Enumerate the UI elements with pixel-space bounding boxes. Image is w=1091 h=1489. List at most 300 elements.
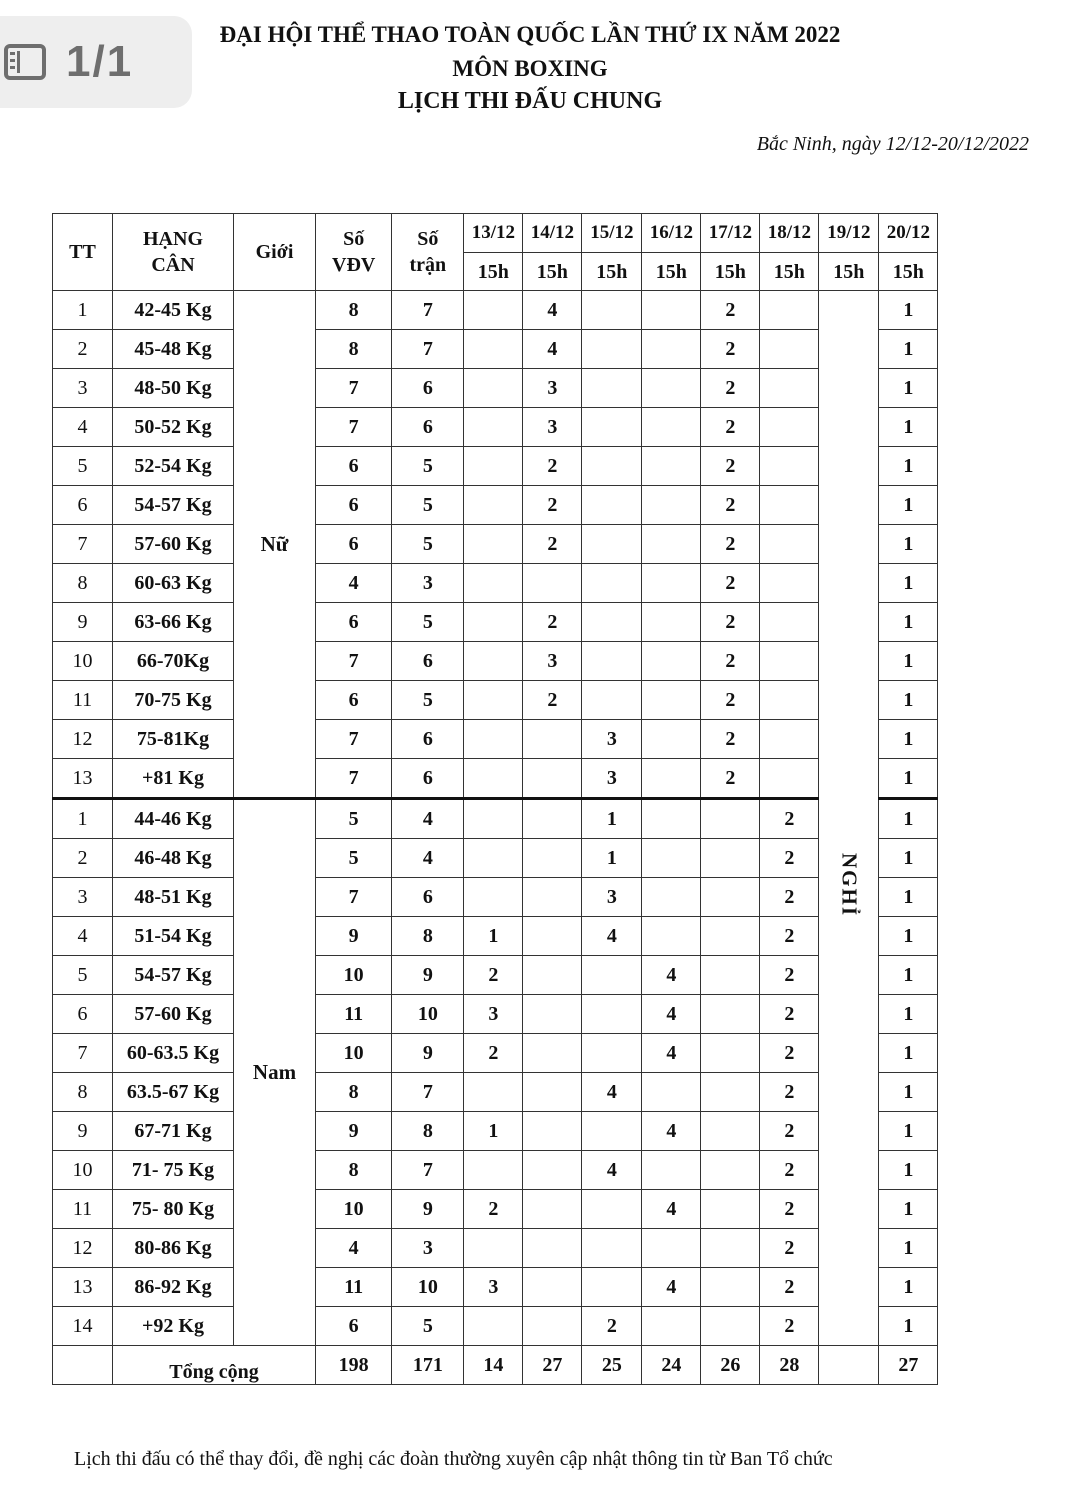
- cell-tt: 14: [53, 1307, 113, 1346]
- cell-weight-class: 71- 75 Kg: [113, 1151, 234, 1190]
- cell-tt: [53, 1346, 113, 1385]
- cell-matches: 2: [760, 799, 819, 839]
- header-time: 15h: [760, 253, 819, 291]
- cell-matches: 4: [582, 1151, 642, 1190]
- cell-matches: 1: [879, 1307, 938, 1346]
- cell-matches: [464, 1307, 523, 1346]
- cell-matches: 1: [879, 995, 938, 1034]
- cell-matches: 1: [879, 878, 938, 917]
- cell-matches: [642, 917, 701, 956]
- cell-so-vdv: 7: [316, 642, 392, 681]
- cell-matches: 1: [582, 799, 642, 839]
- cell-so-vdv: 7: [316, 408, 392, 447]
- cell-matches: [464, 839, 523, 878]
- header-date: 16/12: [642, 214, 701, 253]
- cell-weight-class: 80-86 Kg: [113, 1229, 234, 1268]
- cell-so-vdv: 6: [316, 681, 392, 720]
- cell-matches: 3: [582, 759, 642, 799]
- cell-matches: [582, 681, 642, 720]
- cell-tt: 5: [53, 447, 113, 486]
- cell-matches: 2: [760, 1073, 819, 1112]
- cell-matches: [582, 369, 642, 408]
- cell-so-tran: 7: [392, 1073, 464, 1112]
- cell-tt: 3: [53, 369, 113, 408]
- cell-matches: 2: [701, 330, 760, 369]
- cell-tt: 2: [53, 330, 113, 369]
- cell-matches: 1: [879, 1073, 938, 1112]
- table-row: [53, 564, 938, 603]
- cell-tt: 8: [53, 1073, 113, 1112]
- table-row: [53, 447, 938, 486]
- cell-matches: [464, 1151, 523, 1190]
- cell-so-tran: 9: [392, 956, 464, 995]
- cell-so-vdv: 11: [316, 1268, 392, 1307]
- cell-matches: 4: [642, 1112, 701, 1151]
- cell-matches: 3: [582, 878, 642, 917]
- cell-matches: [464, 330, 523, 369]
- cell-matches: [642, 564, 701, 603]
- cell-weight-class: +81 Kg: [113, 759, 234, 799]
- table-row: [53, 759, 938, 799]
- table-row: [53, 799, 938, 839]
- cell-weight-class: 75- 80 Kg: [113, 1190, 234, 1229]
- cell-weight-class: 86-92 Kg: [113, 1268, 234, 1307]
- cell-tt: 2: [53, 839, 113, 878]
- total-so-vdv: 198: [316, 1346, 392, 1385]
- footnote: Lịch thi đấu có thể thay đổi, đề nghị các đoàn thường xuyên cập nhật thông tin từ Ban Tổ chức: [74, 1448, 833, 1470]
- cell-matches: [642, 1151, 701, 1190]
- cell-so-vdv: 7: [316, 878, 392, 917]
- cell-matches: 1: [464, 917, 523, 956]
- cell-weight-class: 46-48 Kg: [113, 839, 234, 878]
- cell-so-vdv: 10: [316, 1034, 392, 1073]
- cell-matches: 1: [879, 759, 938, 799]
- cell-matches: 3: [523, 408, 582, 447]
- cell-matches: 1: [879, 1190, 938, 1229]
- rest-day-label: NGHỈ: [837, 852, 862, 917]
- cell-so-tran: 7: [392, 1151, 464, 1190]
- cell-so-vdv: 8: [316, 330, 392, 369]
- table-row: [53, 1268, 938, 1307]
- cell-tt: 13: [53, 1268, 113, 1307]
- cell-weight-class: 42-45 Kg: [113, 291, 234, 330]
- cell-matches: [464, 759, 523, 799]
- cell-matches: [523, 956, 582, 995]
- cell-matches: [464, 486, 523, 525]
- table-row: [53, 720, 938, 759]
- header-date: 18/12: [760, 214, 819, 253]
- cell-matches: [760, 369, 819, 408]
- cell-matches: [582, 525, 642, 564]
- cell-weight-class: 51-54 Kg: [113, 917, 234, 956]
- cell-so-tran: 4: [392, 839, 464, 878]
- cell-matches: 1: [879, 408, 938, 447]
- header-so-tran: Số trận: [392, 214, 464, 291]
- table-row: [53, 1073, 938, 1112]
- cell-matches: [642, 720, 701, 759]
- cell-matches: 2: [701, 369, 760, 408]
- cell-matches: [760, 603, 819, 642]
- cell-matches: 2: [701, 447, 760, 486]
- cell-matches: [523, 1190, 582, 1229]
- cell-matches: [701, 839, 760, 878]
- cell-matches: [642, 291, 701, 330]
- cell-matches: [523, 1034, 582, 1073]
- cell-matches: [582, 995, 642, 1034]
- cell-matches: [701, 1073, 760, 1112]
- cell-matches: [642, 603, 701, 642]
- cell-matches: [582, 603, 642, 642]
- cell-matches: 2: [760, 878, 819, 917]
- cell-matches: [701, 995, 760, 1034]
- cell-matches: 2: [760, 1151, 819, 1190]
- cell-matches: 2: [464, 956, 523, 995]
- cell-matches: [464, 564, 523, 603]
- total-matches: 14: [464, 1346, 523, 1385]
- cell-matches: [523, 720, 582, 759]
- cell-tt: 6: [53, 486, 113, 525]
- cell-matches: [523, 839, 582, 878]
- cell-matches: [464, 369, 523, 408]
- cell-weight-class: 60-63 Kg: [113, 564, 234, 603]
- cell-matches: [523, 878, 582, 917]
- cell-matches: 4: [582, 1073, 642, 1112]
- cell-matches: 2: [582, 1307, 642, 1346]
- cell-matches: 1: [879, 486, 938, 525]
- cell-matches: [523, 995, 582, 1034]
- cell-matches: 1: [879, 1268, 938, 1307]
- cell-matches: [701, 1190, 760, 1229]
- cell-matches: 1: [464, 1112, 523, 1151]
- total-label: Tổng cộng: [113, 1346, 316, 1385]
- place-date: Bắc Ninh, ngày 12/12-20/12/2022: [756, 133, 1029, 155]
- cell-so-vdv: 6: [316, 525, 392, 564]
- cell-tt: 11: [53, 681, 113, 720]
- header-date: 15/12: [582, 214, 642, 253]
- cell-so-vdv: 11: [316, 995, 392, 1034]
- cell-matches: [464, 1229, 523, 1268]
- cell-matches: 1: [879, 1151, 938, 1190]
- cell-matches: [701, 956, 760, 995]
- header-time: 15h: [642, 253, 701, 291]
- cell-matches: 2: [464, 1034, 523, 1073]
- header-time: 15h: [879, 253, 938, 291]
- cell-weight-class: 57-60 Kg: [113, 995, 234, 1034]
- total-so-tran: 171: [392, 1346, 464, 1385]
- cell-weight-class: 63-66 Kg: [113, 603, 234, 642]
- cell-matches: [464, 720, 523, 759]
- cell-tt: 9: [53, 603, 113, 642]
- cell-matches: [464, 681, 523, 720]
- cell-matches: [582, 1268, 642, 1307]
- page-number: 1/1: [66, 37, 134, 86]
- cell-matches: [701, 799, 760, 839]
- cell-matches: 2: [760, 956, 819, 995]
- title-line-1: ĐẠI HỘI THỂ THAO TOÀN QUỐC LẦN THỨ IX NĂM 2022: [219, 22, 841, 47]
- cell-matches: [464, 408, 523, 447]
- cell-so-vdv: 9: [316, 1112, 392, 1151]
- cell-matches: [701, 1229, 760, 1268]
- cell-weight-class: 57-60 Kg: [113, 525, 234, 564]
- cell-weight-class: 60-63.5 Kg: [113, 1034, 234, 1073]
- cell-weight-class: 75-81Kg: [113, 720, 234, 759]
- cell-matches: [701, 1034, 760, 1073]
- total-matches: 27: [523, 1346, 582, 1385]
- cell-so-tran: 10: [392, 1268, 464, 1307]
- cell-matches: [642, 681, 701, 720]
- title-line-2: MÔN BOXING: [452, 56, 608, 81]
- cell-matches: 2: [701, 291, 760, 330]
- cell-so-vdv: 9: [316, 917, 392, 956]
- cell-so-tran: 4: [392, 799, 464, 839]
- cell-tt: 4: [53, 408, 113, 447]
- cell-matches: [760, 720, 819, 759]
- table-row: [53, 839, 938, 878]
- header-date: 14/12: [523, 214, 582, 253]
- total-matches: 28: [760, 1346, 819, 1385]
- cell-matches: [701, 1268, 760, 1307]
- cell-matches: 2: [523, 603, 582, 642]
- cell-matches: [642, 1229, 701, 1268]
- cell-matches: [582, 1229, 642, 1268]
- cell-matches: 2: [701, 720, 760, 759]
- table-row: [53, 1307, 938, 1346]
- total-matches: 25: [582, 1346, 642, 1385]
- cell-so-vdv: 6: [316, 486, 392, 525]
- cell-matches: 3: [523, 642, 582, 681]
- header-so-vdv: Số VĐV: [316, 214, 392, 291]
- cell-so-tran: 5: [392, 603, 464, 642]
- header-date: 19/12: [819, 214, 879, 253]
- cell-tt: 13: [53, 759, 113, 799]
- cell-so-tran: 3: [392, 564, 464, 603]
- cell-matches: 1: [879, 564, 938, 603]
- cell-matches: [642, 1307, 701, 1346]
- cell-so-vdv: 8: [316, 291, 392, 330]
- table-row: [53, 486, 938, 525]
- cell-matches: 2: [464, 1190, 523, 1229]
- cell-matches: 1: [879, 681, 938, 720]
- total-row: [53, 1346, 938, 1385]
- table-row: [53, 525, 938, 564]
- cell-matches: 2: [701, 564, 760, 603]
- cell-so-vdv: 7: [316, 759, 392, 799]
- table-row: [53, 878, 938, 917]
- cell-weight-class: 54-57 Kg: [113, 956, 234, 995]
- cell-weight-class: 48-51 Kg: [113, 878, 234, 917]
- cell-so-tran: 6: [392, 878, 464, 917]
- cell-so-vdv: 6: [316, 1307, 392, 1346]
- cell-so-vdv: 10: [316, 1190, 392, 1229]
- cell-matches: [642, 839, 701, 878]
- header-time: 15h: [523, 253, 582, 291]
- cell-matches: 1: [879, 917, 938, 956]
- table-row: [53, 642, 938, 681]
- cell-so-tran: 6: [392, 759, 464, 799]
- cell-so-vdv: 7: [316, 369, 392, 408]
- cell-weight-class: 48-50 Kg: [113, 369, 234, 408]
- cell-so-tran: 3: [392, 1229, 464, 1268]
- cell-matches: 2: [523, 486, 582, 525]
- cell-matches: 2: [760, 917, 819, 956]
- cell-matches: [642, 408, 701, 447]
- cell-matches: [760, 525, 819, 564]
- cell-matches: 2: [523, 447, 582, 486]
- cell-matches: 2: [760, 839, 819, 878]
- cell-so-tran: 7: [392, 291, 464, 330]
- cell-tt: 10: [53, 1151, 113, 1190]
- table-row: [53, 603, 938, 642]
- cell-matches: [523, 917, 582, 956]
- cell-so-vdv: 8: [316, 1151, 392, 1190]
- table-row: [53, 681, 938, 720]
- cell-matches: 4: [642, 956, 701, 995]
- cell-tt: 10: [53, 642, 113, 681]
- cell-matches: 2: [701, 408, 760, 447]
- cell-weight-class: 63.5-67 Kg: [113, 1073, 234, 1112]
- cell-matches: [582, 1190, 642, 1229]
- total-matches: 27: [879, 1346, 938, 1385]
- cell-matches: 2: [760, 1307, 819, 1346]
- table-row: [53, 1190, 938, 1229]
- cell-matches: [642, 759, 701, 799]
- cell-matches: 1: [879, 720, 938, 759]
- cell-matches: 1: [879, 956, 938, 995]
- table-row: [53, 1034, 938, 1073]
- cell-tt: 1: [53, 799, 113, 839]
- cell-so-vdv: 5: [316, 839, 392, 878]
- cell-matches: [582, 642, 642, 681]
- header-time: 15h: [701, 253, 760, 291]
- cell-matches: [582, 330, 642, 369]
- cell-matches: 2: [701, 603, 760, 642]
- cell-matches: 1: [879, 525, 938, 564]
- cell-matches: [582, 1112, 642, 1151]
- cell-matches: 2: [523, 525, 582, 564]
- cell-matches: [523, 1112, 582, 1151]
- cell-matches: 1: [879, 839, 938, 878]
- cell-matches: [582, 408, 642, 447]
- cell-matches: [760, 291, 819, 330]
- cell-tt: 5: [53, 956, 113, 995]
- cell-matches: [642, 447, 701, 486]
- cell-matches: [642, 878, 701, 917]
- cell-so-tran: 5: [392, 525, 464, 564]
- cell-so-tran: 5: [392, 447, 464, 486]
- cell-matches: [760, 642, 819, 681]
- cell-matches: [760, 759, 819, 799]
- cell-so-vdv: 6: [316, 447, 392, 486]
- rest-day-cell: [819, 291, 879, 1346]
- cell-so-vdv: 6: [316, 603, 392, 642]
- cell-matches: 2: [701, 681, 760, 720]
- cell-so-tran: 5: [392, 681, 464, 720]
- cell-matches: [464, 878, 523, 917]
- cell-tt: 8: [53, 564, 113, 603]
- cell-matches: [760, 408, 819, 447]
- cell-matches: [582, 486, 642, 525]
- cell-matches: [760, 447, 819, 486]
- header-date: 20/12: [879, 214, 938, 253]
- cell-matches: [642, 369, 701, 408]
- cell-weight-class: 66-70Kg: [113, 642, 234, 681]
- table-row: [53, 1151, 938, 1190]
- cell-so-tran: 9: [392, 1190, 464, 1229]
- table-row: [53, 956, 938, 995]
- cell-matches: [701, 917, 760, 956]
- header-date: 17/12: [701, 214, 760, 253]
- cell-weight-class: +92 Kg: [113, 1307, 234, 1346]
- cell-matches: [464, 603, 523, 642]
- page-view-icon: [4, 44, 46, 80]
- cell-matches: [582, 291, 642, 330]
- cell-matches: 2: [760, 1229, 819, 1268]
- cell-so-vdv: 4: [316, 1229, 392, 1268]
- header-tt: TT: [53, 214, 113, 291]
- table-row: [53, 369, 938, 408]
- cell-tt: 6: [53, 995, 113, 1034]
- cell-tt: 3: [53, 878, 113, 917]
- cell-matches: 1: [879, 330, 938, 369]
- cell-tt: 7: [53, 1034, 113, 1073]
- cell-so-tran: 6: [392, 369, 464, 408]
- total-matches: 24: [642, 1346, 701, 1385]
- cell-matches: [523, 1307, 582, 1346]
- cell-matches: 2: [701, 642, 760, 681]
- cell-weight-class: 52-54 Kg: [113, 447, 234, 486]
- cell-weight-class: 44-46 Kg: [113, 799, 234, 839]
- cell-matches: [582, 1034, 642, 1073]
- cell-matches: [642, 1073, 701, 1112]
- table-row: [53, 1112, 938, 1151]
- schedule-table: [52, 213, 938, 1385]
- total-matches: [819, 1346, 879, 1385]
- cell-matches: [701, 1307, 760, 1346]
- cell-matches: [701, 1151, 760, 1190]
- cell-matches: 1: [879, 1112, 938, 1151]
- cell-matches: 2: [760, 995, 819, 1034]
- cell-matches: [760, 486, 819, 525]
- cell-matches: [464, 799, 523, 839]
- cell-so-vdv: 4: [316, 564, 392, 603]
- cell-tt: 7: [53, 525, 113, 564]
- cell-matches: [760, 681, 819, 720]
- cell-tt: 9: [53, 1112, 113, 1151]
- cell-matches: 4: [642, 995, 701, 1034]
- page-indicator[interactable]: [0, 16, 192, 108]
- cell-matches: 4: [642, 1268, 701, 1307]
- table-row: [53, 291, 938, 330]
- cell-so-tran: 10: [392, 995, 464, 1034]
- cell-matches: 4: [523, 291, 582, 330]
- cell-tt: 12: [53, 1229, 113, 1268]
- cell-matches: 4: [642, 1190, 701, 1229]
- cell-matches: 1: [879, 1229, 938, 1268]
- cell-matches: [760, 564, 819, 603]
- cell-matches: 2: [760, 1112, 819, 1151]
- cell-matches: 2: [760, 1268, 819, 1307]
- cell-matches: 2: [701, 486, 760, 525]
- cell-matches: 2: [701, 759, 760, 799]
- cell-weight-class: 50-52 Kg: [113, 408, 234, 447]
- cell-matches: 3: [523, 369, 582, 408]
- cell-so-vdv: 7: [316, 720, 392, 759]
- cell-matches: [642, 330, 701, 369]
- cell-weight-class: 67-71 Kg: [113, 1112, 234, 1151]
- cell-matches: [582, 564, 642, 603]
- cell-so-vdv: 5: [316, 799, 392, 839]
- cell-so-tran: 5: [392, 486, 464, 525]
